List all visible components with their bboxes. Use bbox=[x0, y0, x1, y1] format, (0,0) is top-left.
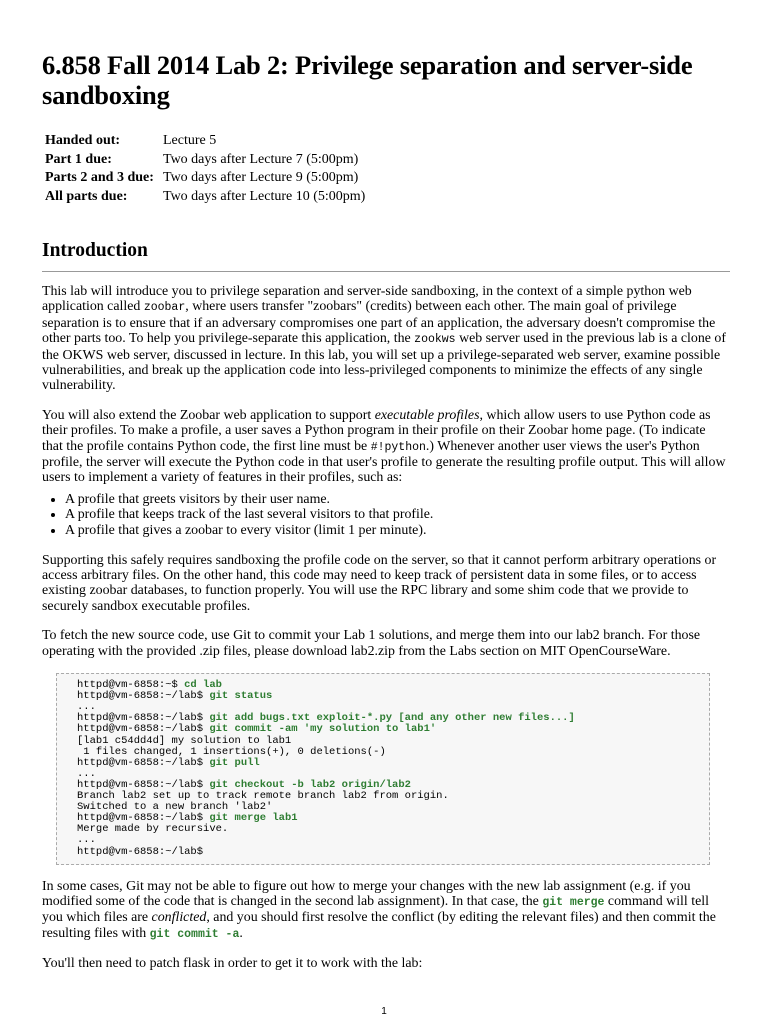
terminal-output: ... bbox=[77, 834, 96, 847]
terminal-output: ... bbox=[77, 767, 96, 780]
section-heading-introduction: Introduction bbox=[42, 240, 148, 261]
schedule-label: Parts 2 and 3 due: bbox=[45, 170, 154, 185]
terminal-command: git merge lab1 bbox=[209, 812, 298, 825]
terminal-output: httpd@vm-6858:~$ bbox=[77, 679, 185, 692]
terminal-output: ... bbox=[77, 701, 96, 714]
terminal-command: cd lab bbox=[184, 679, 222, 692]
schedule-value: Two days after Lecture 10 (5:00pm) bbox=[163, 188, 366, 204]
inline-code-zoobar: zoobar bbox=[143, 301, 186, 315]
document-page bbox=[42, 50, 728, 972]
schedule-table bbox=[45, 132, 365, 206]
terminal-line bbox=[77, 847, 709, 858]
intro-paragraph-6: You'll then need to patch flask in order to get it to work with the lab: bbox=[42, 956, 423, 972]
list-item: • A profile that gives a zoobar to every visitor (limit 1 per minute). bbox=[65, 523, 728, 539]
inline-code-git-commit: git commit -a bbox=[149, 927, 240, 941]
inline-code-git-merge: git merge bbox=[542, 896, 605, 909]
terminal-line bbox=[77, 824, 709, 835]
terminal-output: httpd@vm-6858:~/lab$ bbox=[77, 723, 210, 736]
terminal-output: Branch lab2 set up to track remote branch lab2 from origin. bbox=[77, 790, 449, 803]
terminal-output: httpd@vm-6858:~/lab$ bbox=[77, 712, 210, 725]
terminal-command: git checkout -b lab2 origin/lab2 bbox=[209, 778, 411, 791]
list-item: • A profile that greets visitors by their user name. bbox=[65, 492, 728, 508]
terminal-command: git commit -am 'my solution to lab1' bbox=[209, 723, 437, 736]
terminal-output: httpd@vm-6858:~/lab$ bbox=[77, 845, 204, 858]
page-number: 1 bbox=[381, 1006, 387, 1017]
schedule-row bbox=[45, 169, 365, 188]
intro-paragraph-4: To fetch the new source code, use Git to commit your Lab 1 solutions, and merge them into our lab2 branch. For those operating with the provided .zip files, please download lab2.zip from the Labs section on MIT OpenCourseWare. bbox=[42, 628, 701, 659]
emphasis-executable-profiles: executable profiles bbox=[374, 407, 480, 423]
emphasis-conflicted: conflicted bbox=[151, 910, 207, 926]
terminal-line bbox=[77, 691, 709, 702]
inline-code-zookws: zookws bbox=[414, 333, 456, 347]
terminal-output: Switched to a new branch 'lab2' bbox=[77, 801, 273, 814]
schedule-label: All parts due: bbox=[45, 188, 128, 204]
terminal-output: Merge made by recursive. bbox=[77, 823, 229, 836]
list-item: • A profile that keeps track of the last several visitors to that profile. bbox=[65, 507, 728, 523]
schedule-row bbox=[45, 132, 365, 151]
terminal-command: git status bbox=[209, 690, 273, 703]
schedule-row bbox=[45, 151, 365, 170]
schedule-value: Lecture 5 bbox=[163, 133, 217, 148]
schedule-label: Part 1 due: bbox=[45, 151, 112, 167]
terminal-output: httpd@vm-6858:~/lab$ bbox=[77, 778, 210, 791]
schedule-value: Two days after Lecture 7 (5:00pm) bbox=[163, 151, 359, 167]
terminal-command: git add bugs.txt exploit-*.py [and any other new files...] bbox=[209, 712, 575, 725]
intro-paragraph-3: Supporting this safely requires sandboxing the profile code on the server, so that it cannot perform arbitrary operations or access arbitrary files. On the other hand, this code may need to keep track of persistent data in some files, or to access existing zoobar databases, to function properly. You will use the RPC library and some shim code that we provide to securely sandbox executable profiles. bbox=[42, 552, 717, 614]
schedule-row bbox=[45, 188, 365, 207]
feature-list bbox=[42, 492, 728, 539]
terminal-code-block bbox=[56, 673, 710, 865]
terminal-line bbox=[77, 758, 709, 769]
terminal-output: 1 files changed, 1 insertions(+), 0 deletions(-) bbox=[77, 745, 386, 758]
terminal-command: git pull bbox=[209, 756, 260, 769]
terminal-output: [lab1 c54dd4d] my solution to lab1 bbox=[77, 734, 292, 747]
inline-code-shebang: #!python bbox=[370, 440, 426, 454]
page-title: 6.858 Fall 2014 Lab 2: Privilege separation and server-side sandboxing bbox=[42, 50, 693, 110]
intro-paragraph-5: In some cases, Git may not be able to figure out how to merge your changes with the new lab assignment (e.g. if you modified some of the code that is changed in the second lab assignment). In that case, the git merge command will tell you which files are conflicted, and you should first resolve the conflict (by editing the relevant files) and then commit the resulting files with git commit -a. bbox=[42, 878, 716, 941]
section-divider bbox=[42, 271, 730, 272]
intro-paragraph-1: This lab will introduce you to privilege separation and server-side sandboxing, in the context of a simple python web application called zoobar, where users transfer "zoobars" (credits) between each other. The main goal of privilege separation is to ensure that if an adversary compromises one part of an application, the adversary doesn't compromise the other parts too. To help you privilege-separate this application, the zookws web server used in the previous lab is a clone of the OKWS web server, discussed in lecture. In this lab, you will set up a privilege-separated web server, examine possible vulnerabilities, and break up the application code into less-privileged components to minimize the effects of any single vulnerability. bbox=[42, 284, 726, 394]
schedule-value: Two days after Lecture 9 (5:00pm) bbox=[163, 170, 359, 185]
terminal-output: httpd@vm-6858:~/lab$ bbox=[77, 812, 210, 825]
terminal-output: httpd@vm-6858:~/lab$ bbox=[77, 756, 210, 769]
intro-paragraph-2: You will also extend the Zoobar web application to support executable profiles, which allow users to use Python code as their profiles. To make a profile, a user saves a Python program in their profile on their Zoobar home page. (To indicate that the profile contains Python code, the first line must be #!python.) Whenever another user views the user's Python profile, the server will execute the Python code in that user's profile to generate the resulting profile output. This will allow users to implement a variety of features in their profiles, such as: bbox=[42, 407, 726, 486]
schedule-label: Handed out: bbox=[45, 133, 121, 148]
terminal-output: httpd@vm-6858:~/lab$ bbox=[77, 690, 210, 703]
